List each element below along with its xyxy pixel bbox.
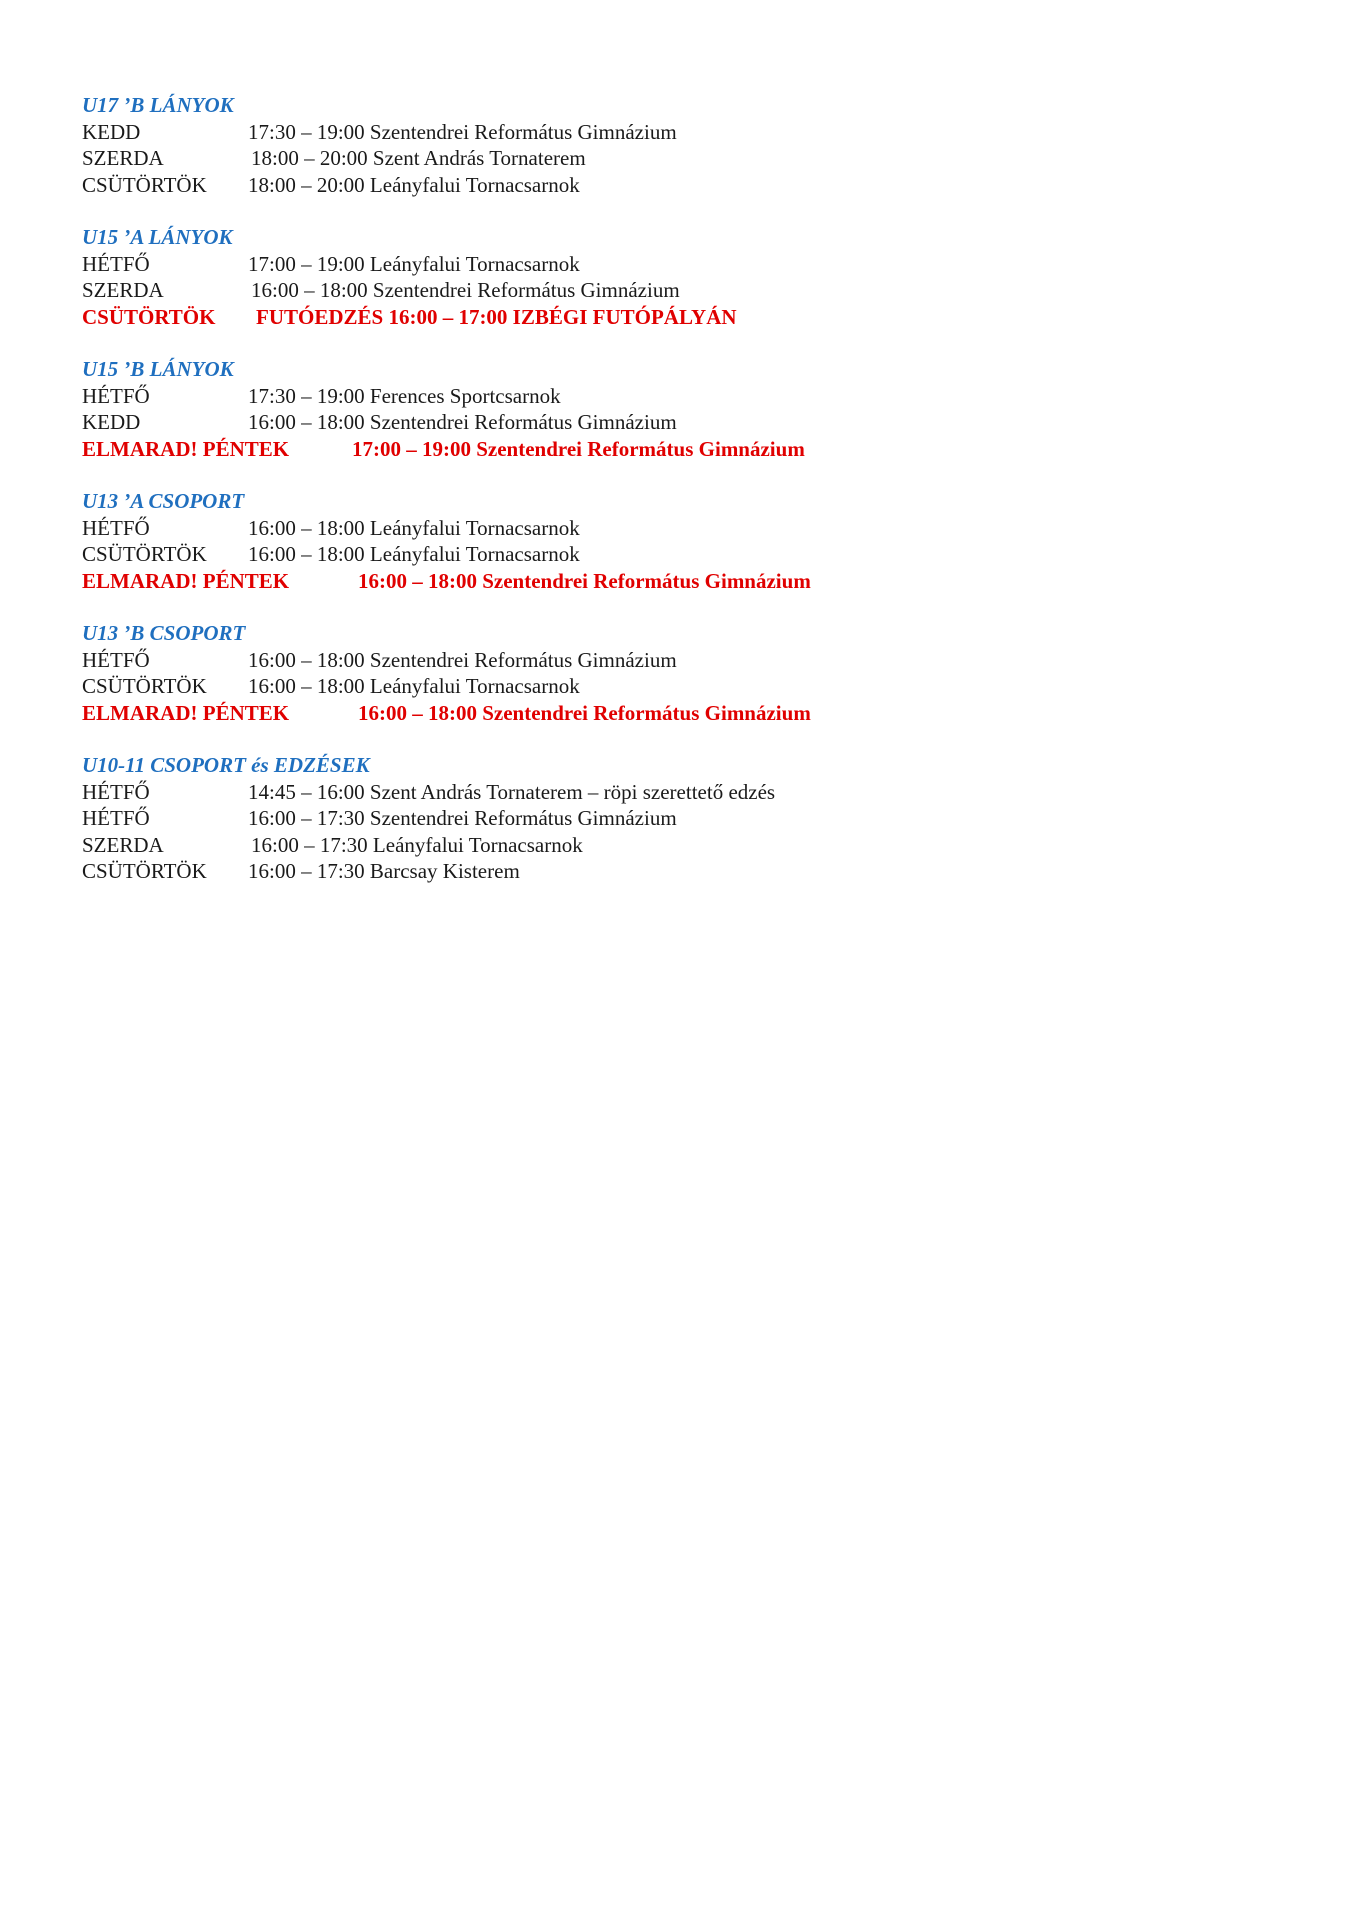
schedule-row (82, 805, 1282, 832)
session-detail: 18:00 – 20:00 Szent András Tornaterem (251, 146, 586, 170)
schedule-row (82, 409, 1282, 436)
session-detail: 16:00 – 18:00 Leányfalui Tornacsarnok (248, 542, 580, 566)
day-label: HÉTFŐ (82, 383, 150, 408)
session-detail: 16:00 – 17:30 Leányfalui Tornacsarnok (251, 832, 583, 857)
day-label: SZERDA (82, 278, 164, 302)
session-detail: 16:00 – 18:00 Szentendrei Református Gimnázium (248, 647, 677, 672)
section-title: U15 ’B LÁNYOK (82, 357, 234, 381)
day-label: ELMARAD! PÉNTEK (82, 436, 290, 461)
day-label: CSÜTÖRTÖK (82, 304, 216, 329)
schedule-section-u13-b (82, 620, 1282, 726)
session-detail: 16:00 – 18:00 Szentendrei Református Gimnázium (248, 410, 677, 434)
day-label: ELMARAD! PÉNTEK (82, 700, 290, 725)
day-label: SZERDA (82, 832, 164, 857)
schedule-row (82, 145, 1282, 172)
session-detail: 16:00 – 17:30 Barcsay Kisterem (248, 859, 520, 883)
day-label: HÉTFŐ (82, 806, 150, 830)
session-detail: 18:00 – 20:00 Leányfalui Tornacsarnok (248, 172, 580, 197)
schedule-row-highlighted (82, 304, 1282, 331)
schedule-row-cancelled (82, 436, 1282, 463)
schedule-row-cancelled (82, 700, 1282, 727)
section-title: U13 ’A CSOPORT (82, 489, 245, 513)
session-detail: 16:00 – 18:00 Leányfalui Tornacsarnok (248, 674, 580, 698)
schedule-row (82, 673, 1282, 700)
schedule-row (82, 251, 1282, 278)
session-detail: 16:00 – 18:00 Szentendrei Református Gimnázium (251, 278, 680, 302)
day-label: HÉTFŐ (82, 779, 150, 804)
schedule-row (82, 541, 1282, 568)
schedule-row (82, 277, 1282, 304)
schedule-section-u13-a (82, 488, 1282, 594)
schedule-document (82, 92, 1282, 911)
section-title: U13 ’B CSOPORT (82, 621, 246, 645)
day-label: HÉTFŐ (82, 515, 150, 540)
session-detail: 17:30 – 19:00 Szentendrei Református Gimnázium (248, 119, 677, 144)
schedule-row (82, 858, 1282, 885)
session-detail: 16:00 – 17:30 Szentendrei Református Gimnázium (248, 806, 677, 830)
schedule-section-u15-b (82, 356, 1282, 462)
session-detail: 17:30 – 19:00 Ferences Sportcsarnok (248, 383, 561, 408)
session-detail: 14:45 – 16:00 Szent András Tornaterem – röpi szerettető edzés (248, 779, 776, 804)
schedule-row (82, 832, 1282, 859)
schedule-row (82, 119, 1282, 146)
session-detail: 16:00 – 18:00 Szentendrei Református Gimnázium (358, 568, 811, 593)
session-detail: 16:00 – 18:00 Leányfalui Tornacsarnok (248, 515, 580, 540)
day-label: ELMARAD! PÉNTEK (82, 568, 290, 593)
day-label: HÉTFŐ (82, 647, 150, 672)
section-title: U17 ’B LÁNYOK (82, 93, 234, 117)
schedule-section-u10-11 (82, 752, 1282, 885)
schedule-row (82, 779, 1282, 806)
section-title: U10-11 CSOPORT és EDZÉSEK (82, 753, 370, 777)
day-label: HÉTFŐ (82, 251, 150, 276)
section-title: U15 ’A LÁNYOK (82, 225, 233, 249)
schedule-row (82, 515, 1282, 542)
day-label: CSÜTÖRTÖK (82, 859, 207, 883)
schedule-row (82, 383, 1282, 410)
session-detail: 17:00 – 19:00 Szentendrei Református Gimnázium (352, 436, 805, 461)
schedule-row (82, 172, 1282, 199)
session-detail: 17:00 – 19:00 Leányfalui Tornacsarnok (248, 251, 580, 276)
day-label: KEDD (82, 119, 141, 144)
day-label: CSÜTÖRTÖK (82, 674, 207, 698)
schedule-row (82, 647, 1282, 674)
day-label: SZERDA (82, 146, 164, 170)
schedule-section-u17-b (82, 92, 1282, 198)
schedule-section-u15-a (82, 224, 1282, 330)
day-label: KEDD (82, 410, 141, 434)
session-detail: FUTÓEDZÉS 16:00 – 17:00 IZBÉGI FUTÓPÁLYÁN (256, 304, 737, 329)
session-detail: 16:00 – 18:00 Szentendrei Református Gimnázium (358, 700, 811, 725)
schedule-row-cancelled (82, 568, 1282, 595)
day-label: CSÜTÖRTÖK (82, 542, 207, 566)
day-label: CSÜTÖRTÖK (82, 172, 207, 197)
